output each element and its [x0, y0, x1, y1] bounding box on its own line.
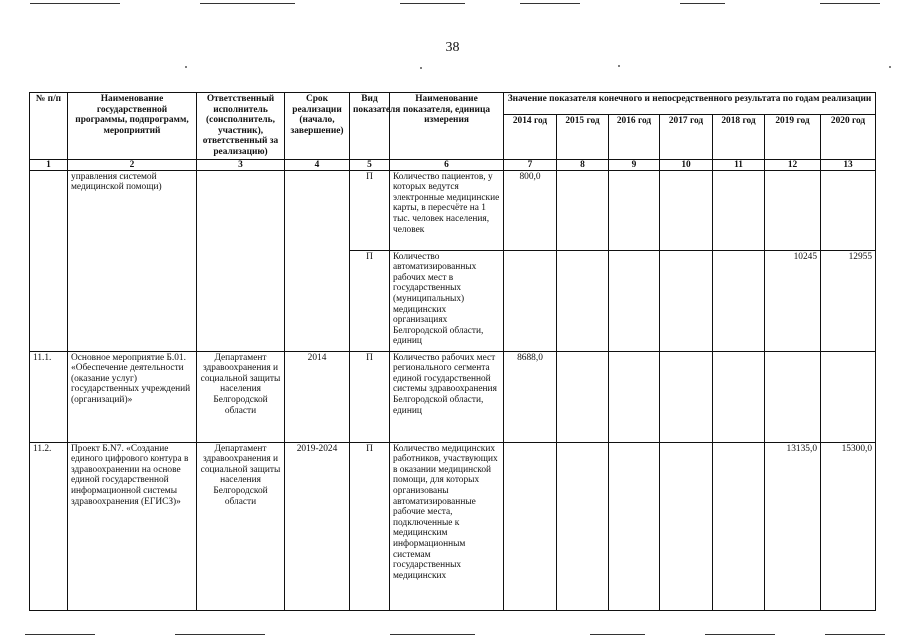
col-number: 7 — [504, 159, 557, 170]
row-value-2018 — [713, 351, 765, 442]
header-indicator: Наименование показателя, единица измерения — [390, 93, 504, 160]
scan-speck — [185, 66, 187, 68]
row-value-2019: 10245 — [765, 250, 821, 351]
row-value-2014: 800,0 — [504, 170, 557, 250]
row-value-2020: 15300,0 — [821, 442, 876, 610]
indicators-table — [29, 92, 876, 611]
row-period — [285, 170, 350, 351]
row-responsible — [197, 170, 285, 351]
row-value-2018 — [713, 442, 765, 610]
row-value-2016 — [609, 442, 660, 610]
row-period: 2019-2024 — [285, 442, 350, 610]
header-year-2016: 2016 год — [609, 115, 660, 159]
row-value-2019 — [765, 170, 821, 250]
row-indicator: Количество рабочих мест регионального сегмента единой государственной системы здравоохранения Белгородской области, единиц — [390, 351, 504, 442]
row-num — [30, 170, 68, 351]
top-edge-rule — [820, 3, 880, 4]
col-number: 10 — [660, 159, 713, 170]
row-num: 11.1. — [30, 351, 68, 442]
row-value-2014 — [504, 250, 557, 351]
col-number: 13 — [821, 159, 876, 170]
row-value-2019: 13135,0 — [765, 442, 821, 610]
row-name: управления системой медицинской помощи) — [68, 170, 197, 351]
header-year-2018: 2018 год — [713, 115, 765, 159]
row-period: 2014 — [285, 351, 350, 442]
row-value-2020: 12955 — [821, 250, 876, 351]
row-name: Проект Б.N7. «Создание единого цифрового контура в здравоохранении на основе единой государственной информационной системы здравоохранения (ЕГИСЗ)» — [68, 442, 197, 610]
bottom-edge-rule — [590, 634, 645, 635]
header-year-2020: 2020 год — [821, 115, 876, 159]
row-value-2015 — [557, 250, 609, 351]
col-number: 6 — [390, 159, 504, 170]
row-indicator: Количество медицинских работников, участвующих в оказании медицинской помощи, для которых организованы автоматизированные рабочие места, подключенные к медицинским информационным системам государственных медицинских — [390, 442, 504, 610]
row-value-2016 — [609, 170, 660, 250]
top-edge-rule — [400, 3, 465, 4]
row-value-2015 — [557, 442, 609, 610]
row-value-2018 — [713, 250, 765, 351]
row-type: П — [350, 250, 390, 351]
row-indicator: Количество автоматизированных рабочих мест в государственных (муниципальных) медицинских организациях Белгородской области, единиц — [390, 250, 504, 351]
top-edge-rule — [30, 3, 120, 4]
header-row-main — [30, 93, 876, 115]
row-value-2018 — [713, 170, 765, 250]
row-value-2016 — [609, 351, 660, 442]
col-number: 1 — [30, 159, 68, 170]
row-indicator: Количество пациентов, у которых ведутся электронные медицинские карты, в пересчёте на 1 тыс. человек населения, человек — [390, 170, 504, 250]
row-value-2020 — [821, 170, 876, 250]
header-year-2017: 2017 год — [660, 115, 713, 159]
col-number: 2 — [68, 159, 197, 170]
header-values-group: Значение показателя конечного и непосредственного результата по годам реализации — [504, 93, 876, 115]
row-responsible: Департамент здравоохранения и социальной защиты населения Белгородской области — [197, 442, 285, 610]
top-edge-rule — [200, 3, 295, 4]
row-type: П — [350, 351, 390, 442]
scan-speck — [618, 65, 620, 67]
header-year-2015: 2015 год — [557, 115, 609, 159]
row-type: П — [350, 170, 390, 250]
row-value-2015 — [557, 351, 609, 442]
col-number: 4 — [285, 159, 350, 170]
header-responsible: Ответственный исполнитель (соисполнитель, участник), ответственный за реализацию) — [197, 93, 285, 160]
row-responsible: Департамент здравоохранения и социальной защиты населения Белгородской области — [197, 351, 285, 442]
column-numbers-row — [30, 159, 876, 170]
col-number: 5 — [350, 159, 390, 170]
row-name: Основное мероприятие Б.01. «Обеспечение деятельности (оказание услуг) государственных учреждений (организаций)» — [68, 351, 197, 442]
bottom-edge-rule — [175, 634, 265, 635]
col-number: 3 — [197, 159, 285, 170]
header-year-2019: 2019 год — [765, 115, 821, 159]
row-value-2017 — [660, 250, 713, 351]
table-row — [30, 170, 876, 250]
row-type: П — [350, 442, 390, 610]
header-name: Наименование государственной программы, подпрограмм, мероприятий — [68, 93, 197, 160]
row-value-2014 — [504, 442, 557, 610]
page-number: 38 — [445, 40, 460, 55]
header-type: Вид показателя — [350, 93, 390, 160]
table-row — [30, 351, 876, 442]
row-value-2014: 8688,0 — [504, 351, 557, 442]
row-value-2019 — [765, 351, 821, 442]
header-year-2014: 2014 год — [504, 115, 557, 159]
col-number: 12 — [765, 159, 821, 170]
col-number: 8 — [557, 159, 609, 170]
row-value-2015 — [557, 170, 609, 250]
scan-speck — [889, 66, 891, 68]
top-edge-rule — [520, 3, 580, 4]
header-period: Срок реализации (начало, завершение) — [285, 93, 350, 160]
row-value-2017 — [660, 351, 713, 442]
top-edge-rule — [680, 3, 725, 4]
bottom-edge-rule — [825, 634, 885, 635]
col-number: 11 — [713, 159, 765, 170]
header-num: № п/п — [30, 93, 68, 160]
scan-speck — [420, 67, 422, 69]
row-num: 11.2. — [30, 442, 68, 610]
col-number: 9 — [609, 159, 660, 170]
row-value-2016 — [609, 250, 660, 351]
bottom-edge-rule — [390, 634, 475, 635]
row-value-2017 — [660, 170, 713, 250]
bottom-edge-rule — [25, 634, 95, 635]
table-row — [30, 442, 876, 610]
row-value-2020 — [821, 351, 876, 442]
bottom-edge-rule — [705, 634, 775, 635]
row-value-2017 — [660, 442, 713, 610]
